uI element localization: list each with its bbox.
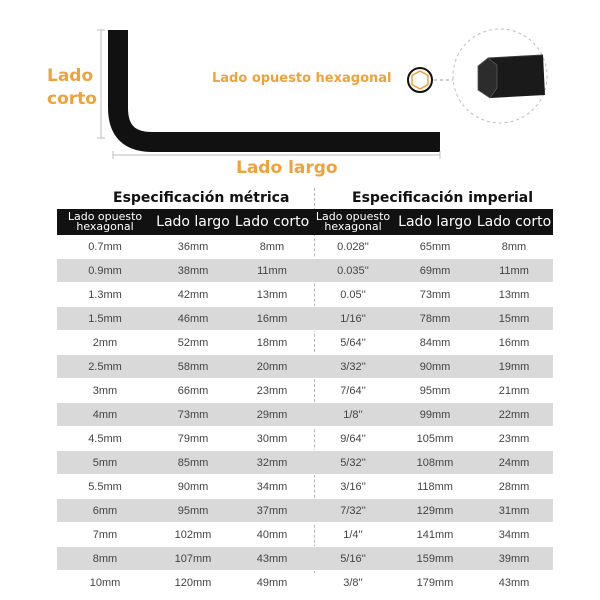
table-body [57,235,553,595]
cell-hex-metric: 4mm [92,408,118,421]
cell-long-imperial: 108mm [416,456,454,469]
cell-short-metric: 37mm [256,504,288,517]
table-row [57,499,553,523]
header-long-metric: Lado largo [156,214,230,230]
cell-hex-imperial: 7/64'' [340,384,366,397]
table-row [57,403,553,427]
cell-hex-metric: 0.9mm [88,264,122,277]
cell-short-imperial: 28mm [498,480,530,493]
table-row [57,451,553,475]
cell-long-metric: 46mm [177,312,209,325]
cell-short-imperial: 31mm [498,504,530,517]
cell-hex-metric: 5.5mm [88,480,122,493]
cell-short-metric: 18mm [256,336,288,349]
cell-hex-metric: 3mm [92,384,118,397]
table-row [57,235,553,259]
header-short-metric: Lado corto [234,214,310,230]
header-long-imperial: Lado largo [398,214,472,230]
cell-long-metric: 79mm [177,432,209,445]
table-row [57,523,553,547]
header-short-imperial: Lado corto [476,214,552,230]
cell-hex-metric: 6mm [92,504,118,517]
cell-long-metric: 66mm [177,384,209,397]
cell-short-imperial: 23mm [498,432,530,445]
cell-short-metric: 43mm [256,552,288,565]
cell-short-imperial: 13mm [498,288,530,301]
cell-hex-imperial: 0.035'' [337,264,369,277]
cell-long-metric: 52mm [177,336,209,349]
table-row [57,331,553,355]
table-row [57,259,553,283]
cell-long-imperial: 99mm [419,408,451,421]
cell-short-metric: 30mm [256,432,288,445]
cell-long-imperial: 159mm [416,552,454,565]
table-row [57,427,553,451]
cell-long-metric: 107mm [174,552,212,565]
cell-long-metric: 73mm [177,408,209,421]
cell-hex-imperial: 3/8'' [343,576,363,589]
hex-side-label: Lado opuesto hexagonal [212,71,392,86]
cell-long-imperial: 95mm [419,384,451,397]
cell-long-imperial: 73mm [419,288,451,301]
table-row [57,283,553,307]
imperial-spec-title: Especificación imperial [352,190,534,206]
cell-short-imperial: 22mm [498,408,530,421]
cell-short-imperial: 21mm [498,384,530,397]
cell-long-metric: 95mm [177,504,209,517]
cell-hex-imperial: 9/64'' [340,432,366,445]
cell-short-imperial: 34mm [498,528,530,541]
cell-short-imperial: 8mm [501,240,527,253]
table-header-row [57,209,553,235]
cell-short-metric: 11mm [257,264,287,277]
cell-short-imperial: 43mm [498,576,530,589]
cell-hex-metric: 10mm [89,576,121,589]
cell-long-imperial: 69mm [419,264,451,277]
cell-short-metric: 23mm [256,384,288,397]
long-side-label: Lado largo [236,158,338,178]
header-hex-imperial: Lado opuesto hexagonal [315,210,391,233]
table-row [57,475,553,499]
cell-short-metric: 8mm [259,240,285,253]
zoomed-hex-end-icon [453,29,547,123]
cell-hex-imperial: 1/16'' [340,312,366,325]
short-side-label: Lado corto [47,66,97,109]
cell-hex-metric: 1.3mm [88,288,122,301]
cell-long-imperial: 118mm [417,480,453,493]
table-row [57,379,553,403]
cell-long-imperial: 78mm [419,312,451,325]
cell-long-imperial: 84mm [419,336,451,349]
cell-hex-imperial: 7/32'' [340,504,366,517]
cell-long-imperial: 141mm [416,528,454,541]
cell-short-metric: 13mm [256,288,288,301]
cell-hex-imperial: 3/16'' [340,480,366,493]
cell-long-metric: 58mm [177,360,209,373]
cell-short-imperial: 16mm [498,336,530,349]
cell-hex-imperial: 5/64'' [340,336,366,349]
cell-hex-imperial: 5/32'' [340,456,366,469]
cell-short-imperial: 39mm [498,552,530,565]
cell-short-imperial: 24mm [498,456,530,469]
metric-spec-title: Especificación métrica [113,190,290,206]
cell-hex-metric: 8mm [92,552,118,565]
cell-short-metric: 49mm [256,576,288,589]
cell-short-metric: 32mm [256,456,288,469]
cell-long-imperial: 65mm [419,240,451,253]
cell-short-metric: 20mm [256,360,288,373]
cell-long-imperial: 179mm [416,576,454,589]
cell-long-metric: 120mm [174,576,212,589]
cell-long-metric: 102mm [174,528,212,541]
cell-long-metric: 85mm [177,456,209,469]
cell-long-metric: 36mm [177,240,209,253]
table-row [57,307,553,331]
cell-hex-metric: 5mm [92,456,118,469]
table-row [57,547,553,571]
cell-long-metric: 42mm [177,288,209,301]
cell-hex-metric: 2mm [92,336,118,349]
cell-hex-imperial: 1/8'' [343,408,363,421]
cell-short-imperial: 11mm [499,264,529,277]
cell-hex-imperial: 1/4'' [343,528,363,541]
cell-long-imperial: 90mm [419,360,451,373]
cell-hex-metric: 4.5mm [88,432,122,445]
cell-short-imperial: 19mm [498,360,530,373]
cell-hex-metric: 7mm [92,528,118,541]
hex-key-shape [118,30,440,142]
cell-hex-metric: 2.5mm [88,360,122,373]
cell-hex-metric: 0.7mm [88,240,122,253]
cell-short-metric: 16mm [256,312,288,325]
cell-short-metric: 40mm [256,528,288,541]
hexagon-icon [408,68,432,92]
cell-hex-metric: 1.5mm [88,312,122,325]
table-row [57,355,553,379]
cell-short-metric: 34mm [256,480,288,493]
cell-hex-imperial: 3/32'' [340,360,366,373]
cell-short-metric: 29mm [256,408,288,421]
cell-long-imperial: 105mm [416,432,454,445]
cell-long-metric: 38mm [177,264,209,277]
cell-hex-imperial: 0.05'' [340,288,366,301]
specification-table [0,186,600,589]
cell-hex-imperial: 5/16'' [340,552,366,565]
cell-long-imperial: 129mm [416,504,454,517]
cell-hex-imperial: 0.028'' [337,240,369,253]
cell-short-imperial: 15mm [498,312,530,325]
header-hex-metric: Lado opuesto hexagonal [67,210,143,233]
table-row [57,571,553,595]
cell-long-metric: 90mm [177,480,209,493]
